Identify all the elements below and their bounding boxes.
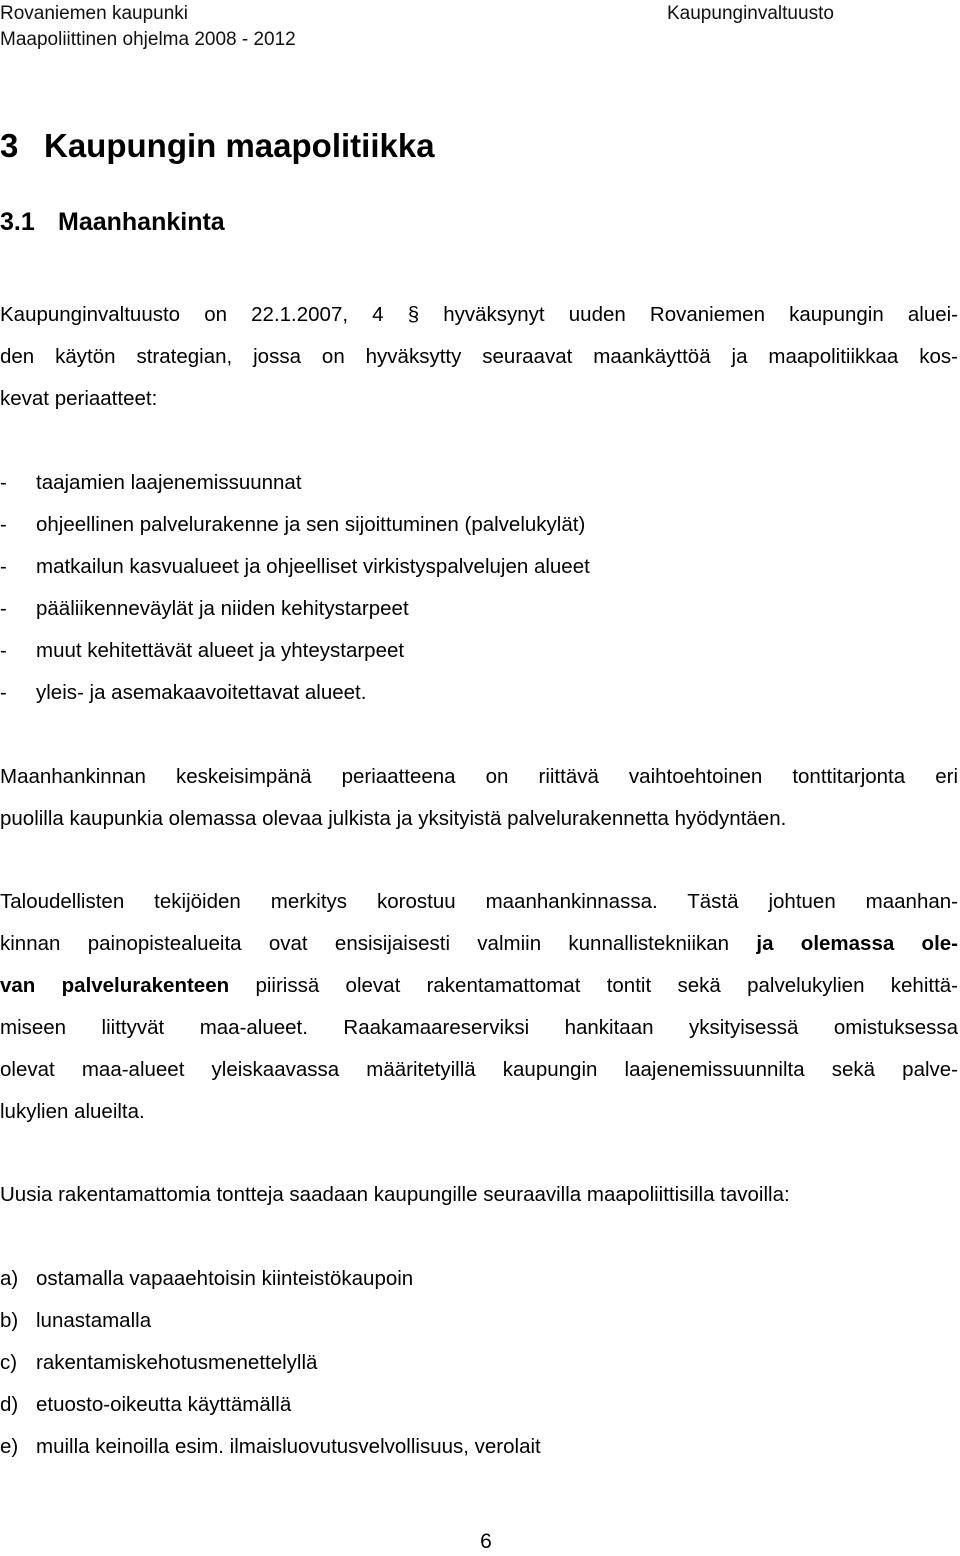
header-program-title: Maapoliittinen ohjelma 2008 - 2012: [0, 29, 296, 50]
list-item: - pääliikenneväylät ja niiden kehitystarpeet: [0, 588, 900, 630]
item-label: e): [0, 1435, 19, 1458]
emphasis-text: ja olemassa ole-: [756, 932, 958, 955]
intro-paragraph: [0, 294, 958, 420]
bullet-dash: -: [0, 555, 7, 578]
page-number: 6: [480, 1530, 492, 1553]
intro-line: den käytön strategian, jossa on hyväksytty seuraavat maankäyttöä ja maapolitiikkaa kos-: [0, 345, 958, 368]
list-item: - taajamien laajenemissuunnat: [0, 462, 900, 504]
methods-list: [0, 1258, 900, 1468]
intro-line: kevat periaatteet:: [0, 387, 158, 410]
bullet-dash: -: [0, 639, 7, 662]
list-item: c) rakentamiskehotusmenettelyllä: [0, 1342, 900, 1384]
paragraph-line: Taloudellisten tekijöiden merkitys korostuu maanhankinnassa. Tästä johtuen maanhan-: [0, 890, 958, 913]
section-title: Kaupungin maapolitiikka: [44, 127, 435, 164]
paragraph-line: puolilla kaupunkia olemassa olevaa julkista ja yksityistä palvelurakennetta hyödyntäen.: [0, 807, 787, 830]
list-item: b) lunastamalla: [0, 1300, 900, 1342]
bullet-dash: -: [0, 471, 7, 494]
paragraph-line: Uusia rakentamattomia tontteja saadaan kaupungille seuraavilla maapoliittisilla tavoilla:: [0, 1183, 790, 1206]
bullet-dash: -: [0, 681, 7, 704]
bullet-dash: -: [0, 513, 7, 536]
paragraph-line: lukylien alueilta.: [0, 1100, 145, 1123]
paragraph-line: olevat maa-alueet yleiskaavassa määritetyillä kaupungin laajenemissuunnilta sekä palve-: [0, 1058, 958, 1081]
principle-paragraph: [0, 756, 958, 840]
paragraph-line: Maanhankinnan keskeisimpänä periaatteena on riittävä vaihtoehtoinen tonttitarjonta eri: [0, 765, 958, 788]
intro-line: Kaupunginvaltuusto on 22.1.2007, 4 § hyväksynyt uuden Rovaniemen kaupungin aluei-: [0, 303, 958, 326]
header-body: Kaupunginvaltuusto: [667, 3, 834, 24]
section-heading: [0, 126, 435, 166]
emphasis-text: van palvelurakenteen: [0, 974, 230, 997]
economic-paragraph: [0, 881, 958, 1133]
header-organization: Rovaniemen kaupunki: [0, 3, 189, 24]
subsection-heading: [0, 205, 225, 239]
subsection-number: 3.1: [0, 208, 35, 236]
page-header: [0, 0, 960, 60]
principles-list: [0, 462, 900, 714]
item-label: b): [0, 1309, 19, 1332]
paragraph-line: kinnan painopistealueita ovat ensisijaisesti valmiin kunnallistekniikan ja olemassa ole-: [0, 932, 958, 955]
list-item: d) etuosto-oikeutta käyttämällä: [0, 1384, 900, 1426]
list-item: - yleis- ja asemakaavoitettavat alueet.: [0, 672, 900, 714]
list-item: - ohjeellinen palvelurakenne ja sen sijoittuminen (palvelukylät): [0, 504, 900, 546]
list-item: a) ostamalla vapaaehtoisin kiinteistökaupoin: [0, 1258, 900, 1300]
item-label: d): [0, 1393, 19, 1416]
item-label: c): [0, 1351, 18, 1374]
bullet-dash: -: [0, 597, 7, 620]
paragraph-line: van palvelurakenteen piirissä olevat rakentamattomat tontit sekä palvelukylien kehittä-: [0, 974, 959, 997]
methods-intro-paragraph: [0, 1174, 958, 1216]
section-number: 3: [0, 127, 19, 164]
subsection-title: Maanhankinta: [58, 208, 225, 236]
list-item: - muut kehitettävät alueet ja yhteystarpeet: [0, 630, 900, 672]
item-label: a): [0, 1267, 19, 1290]
list-item: - matkailun kasvualueet ja ohjeelliset virkistyspalvelujen alueet: [0, 546, 900, 588]
list-item: e) muilla keinoilla esim. ilmaisluovutusvelvollisuus, verolait: [0, 1426, 900, 1468]
paragraph-line: miseen liittyvät maa-alueet. Raakamaareserviksi hankitaan yksityisessä omistuksessa: [0, 1016, 958, 1039]
